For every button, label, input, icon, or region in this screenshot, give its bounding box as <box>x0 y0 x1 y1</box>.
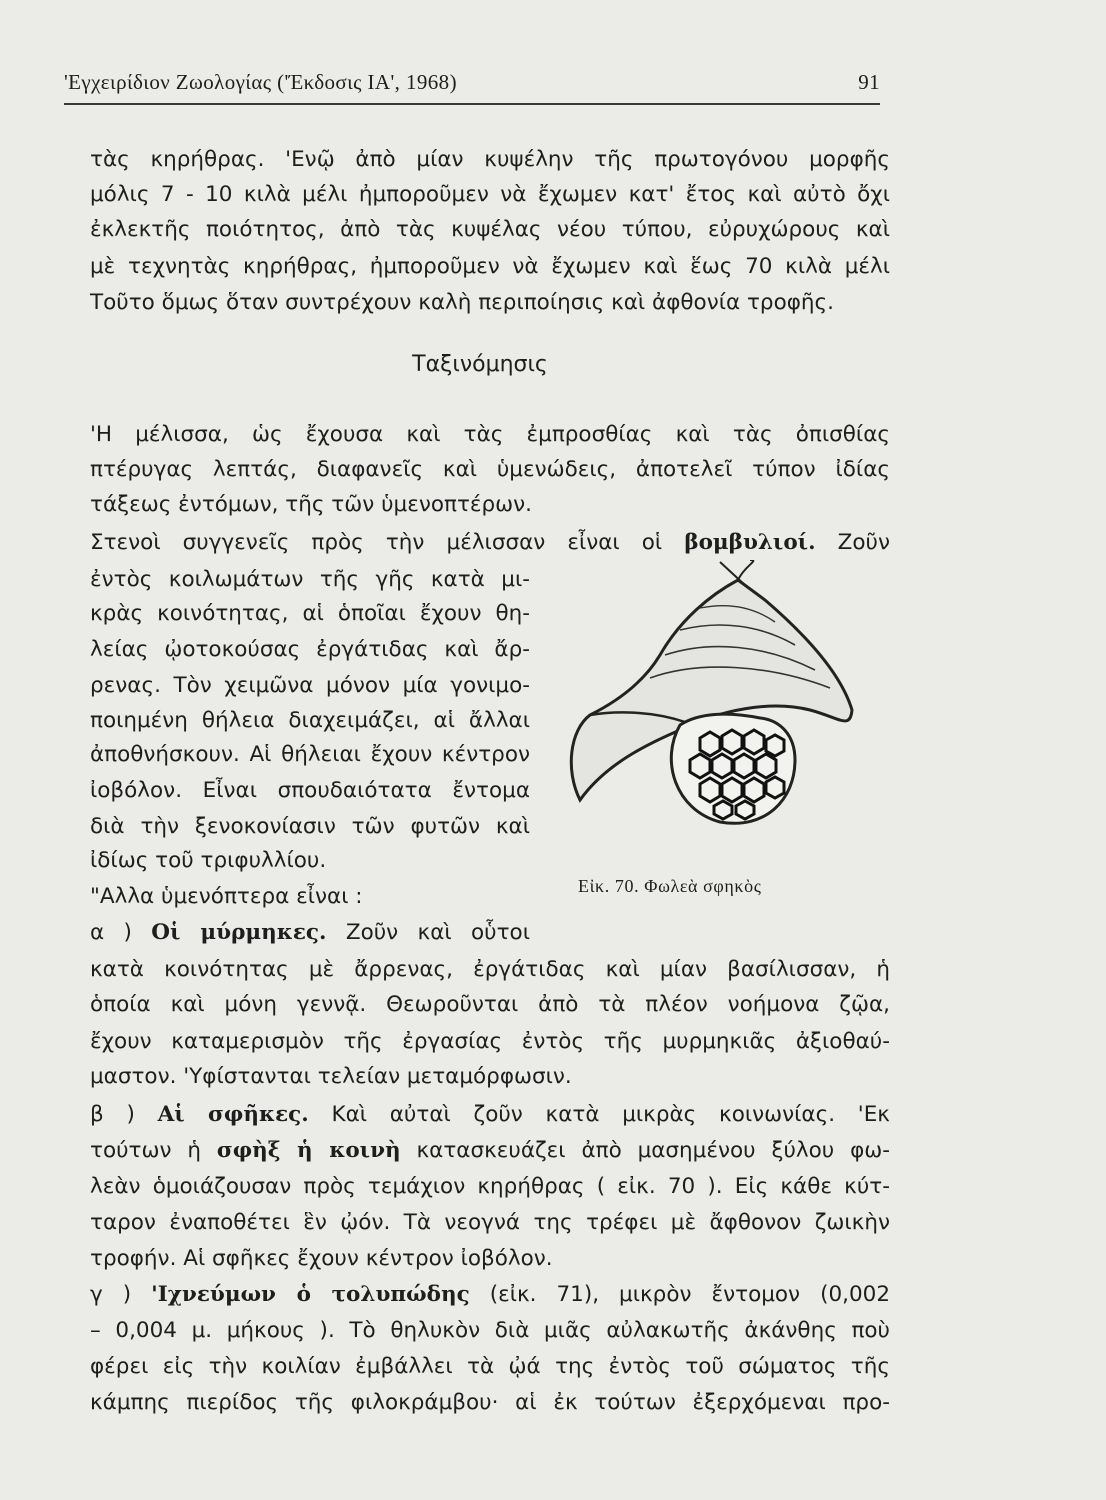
text-line: τροφήν. Αἱ σφῆκες ἔχουν κέντρον ἰοβόλον. <box>90 1246 553 1271</box>
section-title: Ταξινόμησις <box>412 352 548 377</box>
text-line: λείας ᾠοτοκούσας ἐργάτιδας καὶ ἄρ- <box>90 637 530 662</box>
text-line: ποιημένη θήλεια διαχειμάζει, αἱ ἄλλαι <box>90 708 530 733</box>
figure-caption: Εἰκ. 70. Φωλεὰ σφηκὸς <box>578 876 762 896</box>
term-bombylioi: βομβυλιοί. <box>684 530 816 555</box>
text-line: ταρον ἐναποθέτει ἓν ᾠόν. Τὰ νεογνά της τρέφει μὲ ἄφθονον ζωικὴν <box>90 1210 890 1235</box>
text-line: Τοῦτο ὅμως ὅταν συντρέχουν καλὴ περιποίησις καὶ ἀφθονία τροφῆς. <box>90 290 834 315</box>
text-line: διὰ τὴν ξενοκονίασιν τῶν φυτῶν καὶ <box>90 814 530 839</box>
text-line: μόλις 7 - 10 κιλὰ μέλι ἠμποροῦμεν νὰ ἔχωμεν κατ' ἔτος καὶ αὐτὸ ὄχι <box>90 182 890 207</box>
text-run: Ζοῦν <box>837 530 891 555</box>
term-ichneumon: 'Ιχνεύμων ὁ τολυπώδης <box>151 1282 470 1307</box>
text-line: ρενας. Τὸν χειμῶνα μόνον μία γονιμο- <box>90 673 530 698</box>
text-line: τάξεως ἐντόμων, τῆς τῶν ὑμενοπτέρων. <box>90 492 532 517</box>
text-line: μαστον. 'Υφίστανται τελείαν μεταμόρφωσιν. <box>90 1064 572 1089</box>
text-line: φέρει εἰς τὴν κοιλίαν ἐμβάλλει τὰ ᾠά της ἐντὸς τοῦ σώματος τῆς <box>90 1354 890 1379</box>
text-line: ἰδίως τοῦ τριφυλλίου. <box>90 848 327 873</box>
running-header <box>64 70 880 105</box>
text-run: κατασκευάζει ἀπὸ μασημένου ξύλου φω- <box>416 1138 891 1163</box>
text-line: – 0,004 μ. μήκους ). Τὸ θηλυκὸν διὰ μιᾶς αὐλακωτῆς ἀκάνθης ποὺ <box>90 1318 890 1343</box>
item-marker: β ) <box>90 1102 135 1127</box>
text-run: Καὶ αὐταὶ ζοῦν κατὰ μικρὰς κοινωνίας. 'Εκ <box>331 1102 890 1127</box>
text-line: ἐντὸς κοιλωμάτων τῆς γῆς κατὰ μι- <box>90 567 530 592</box>
text-line: κρὰς κοινότητας, αἱ ὁποῖαι ἔχουν θη- <box>90 601 530 626</box>
text-line <box>90 1280 890 1310</box>
item-marker: α ) <box>90 920 132 945</box>
text-line: ἔχουν καταμερισμὸν τῆς ἐργασίας ἐντὸς τῆς μυρμηκιᾶς ἀξιοθαύ- <box>90 1029 890 1054</box>
text-line <box>90 1100 890 1130</box>
item-marker: γ ) <box>90 1282 132 1307</box>
text-run: Στενοὶ συγγενεῖς πρὸς τὴν μέλισσαν εἶναι οἱ <box>90 530 663 555</box>
text-line <box>90 528 890 558</box>
text-line <box>90 1136 890 1166</box>
wasp-nest-illustration <box>560 560 860 830</box>
term-sfex-koine: σφὴξ ἡ κοινὴ <box>216 1138 401 1163</box>
text-line <box>90 918 530 948</box>
term-sfekes: Αἱ σφῆκες. <box>157 1102 309 1127</box>
text-line: λεὰν ὁμοιάζουσαν πρὸς τεμάχιον κηρήθρας ( εἰκ. 70 ). Εἰς κάθε κύτ- <box>90 1174 890 1199</box>
text-line: κατὰ κοινότητας μὲ ἄρρενας, ἐργάτιδας καὶ μίαν βασίλισσαν, ἡ <box>90 957 890 982</box>
text-line: πτέρυγας λεπτάς, διαφανεῖς καὶ ὑμενώδεις, ἀποτελεῖ τύπον ἰδίας <box>90 457 890 482</box>
text-line: κάμπης πιερίδος τῆς φιλοκράμβου· αἱ ἐκ τούτων ἐξερχόμεναι προ- <box>90 1390 890 1415</box>
text-line: τὰς κηρήθρας. 'Ενῷ ἀπὸ μίαν κυψέλην τῆς πρωτογόνου μορφῆς <box>90 147 890 172</box>
term-myrmekes: Οἱ μύρμηκες. <box>151 920 327 945</box>
text-line: ἀποθνήσκουν. Αἱ θήλειαι ἔχουν κέντρον <box>90 742 530 767</box>
text-line: "Αλλα ὑμενόπτερα εἶναι : <box>90 884 363 909</box>
text-run: τούτων ἡ <box>90 1138 201 1163</box>
text-line: μὲ τεχνητὰς κηρήθρας, ἠμποροῦμεν νὰ ἔχωμεν καὶ ἕως 70 κιλὰ μέλι <box>90 254 890 279</box>
text-line: ἰοβόλον. Εἶναι σπουδαιότατα ἔντομα <box>90 778 530 803</box>
text-line: ἐκλεκτῆς ποιότητος, ἀπὸ τὰς κυψέλας νέου τύπου, εὐρυχώρους καὶ <box>90 217 890 242</box>
text-line: ὁποία καὶ μόνη γεννᾷ. Θεωροῦνται ἀπὸ τὰ πλέον νοήμονα ζῷα, <box>90 992 890 1017</box>
page-number: 91 <box>858 70 880 94</box>
text-run: Ζοῦν καὶ οὗτοι <box>345 920 530 945</box>
running-title: 'Εγχειρίδιον Ζωολογίας ('Έκδοσις ΙΑ', 1968) <box>64 70 457 94</box>
text-run: (εἰκ. 71), μικρὸν ἔντομον (0,002 <box>489 1282 891 1307</box>
text-line: 'Η μέλισσα, ὡς ἔχουσα καὶ τὰς ἐμπροσθίας καὶ τὰς ὀπισθίας <box>90 422 890 447</box>
